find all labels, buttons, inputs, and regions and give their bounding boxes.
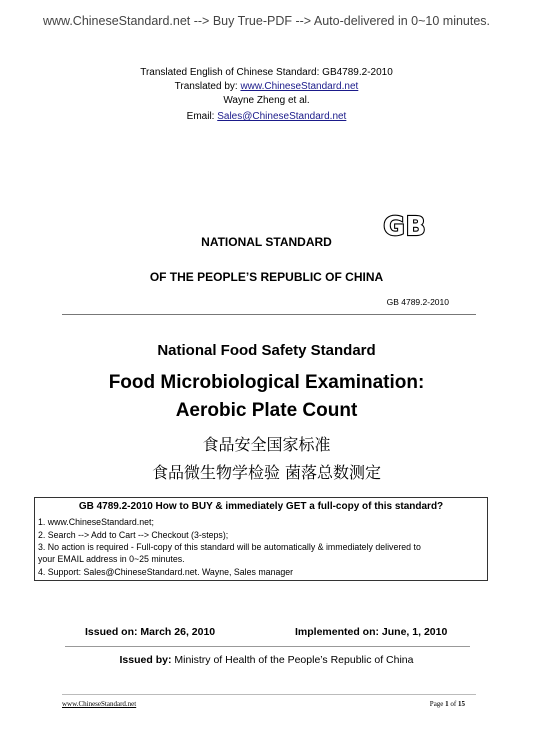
purchase-step-3-continued: your EMAIL address in 0~25 minutes. <box>38 554 185 564</box>
issued-by-value: Ministry of Health of the People’s Republic of China <box>171 654 414 666</box>
email-line <box>0 111 533 122</box>
translation-source-line: Translated English of Chinese Standard: GB4789.2-2010 <box>140 67 393 78</box>
main-title-line1: Food Microbiological Examination: <box>108 372 425 393</box>
email-link[interactable]: Sales@ChineseStandard.net <box>217 111 347 122</box>
implemented-date: Implemented on: June, 1, 2010 <box>295 626 448 638</box>
purchase-step-1: 1. www.ChineseStandard.net; <box>38 517 154 527</box>
header-divider <box>62 314 476 315</box>
standard-title-line1: NATIONAL STANDARD <box>201 235 332 249</box>
issued-by-line <box>0 654 533 666</box>
purchase-step-2: 2. Search --> Add to Cart --> Checkout (3-steps); <box>38 530 229 540</box>
dates-divider <box>65 646 470 647</box>
page-of-label: of <box>448 700 458 708</box>
top-banner: www.ChineseStandard.net --> Buy True-PDF --> Auto-delivered in 0~10 minutes. <box>42 14 491 28</box>
page-number <box>430 700 465 708</box>
main-title-line2: Aerobic Plate Count <box>175 400 358 421</box>
chinese-title-line1: 食品安全国家标准 <box>202 435 331 454</box>
footer-website-link[interactable]: www.ChineseStandard.net <box>62 700 137 708</box>
website-link[interactable]: www.ChineseStandard.net <box>240 81 359 92</box>
document-subtitle: National Food Safety Standard <box>157 342 376 359</box>
issued-date: Issued on: March 26, 2010 <box>85 626 216 638</box>
current-page: 1 <box>445 700 449 708</box>
purchase-info-box <box>34 497 488 581</box>
gb-logo-text: GB <box>383 212 427 240</box>
page-label: Page <box>429 700 446 708</box>
standard-title-line2: OF THE PEOPLE’S REPUBLIC OF CHINA <box>149 270 384 284</box>
total-pages: 15 <box>458 700 465 708</box>
translator-names: Wayne Zheng et al. <box>223 95 310 106</box>
footer-divider <box>62 694 476 695</box>
standard-code: GB 4789.2-2010 <box>386 297 449 307</box>
translated-by-line <box>0 81 533 92</box>
translated-by-label: Translated by: <box>174 81 241 92</box>
issued-by-label: Issued by: <box>119 654 172 666</box>
purchase-info-title: GB 4789.2-2010 How to BUY & immediately GET a full-copy of this standard? <box>78 501 444 512</box>
purchase-step-4: 4. Support: Sales@ChineseStandard.net. Wayne, Sales manager <box>38 567 294 577</box>
chinese-title-line2: 食品微生物学检验 菌落总数测定 <box>151 463 382 482</box>
purchase-step-3: 3. No action is required - Full-copy of this standard will be automatically & immediately delivered to <box>38 542 421 552</box>
email-label: Email: <box>186 111 218 122</box>
